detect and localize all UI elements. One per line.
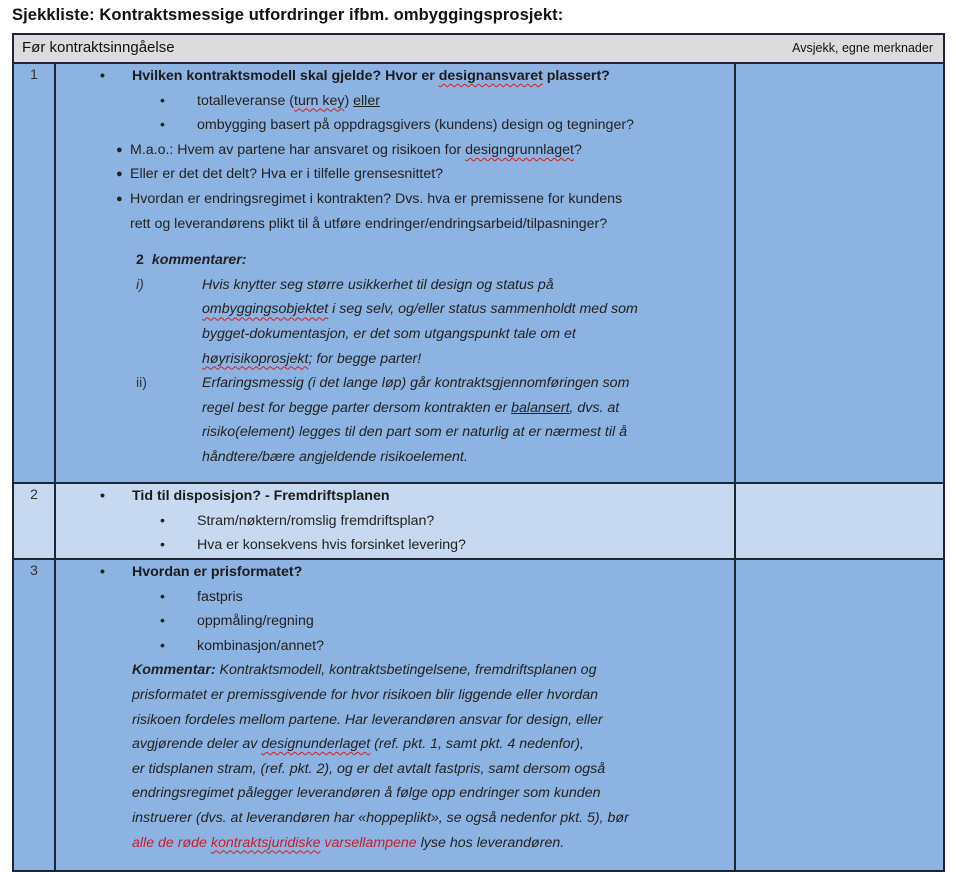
sub-item: • Hva er konsekvens hvis forsinket levering? <box>56 533 734 558</box>
comments-heading: 2 kommentarer: <box>136 252 247 269</box>
notes-column-header: Avsjekk, egne merknader <box>792 41 933 55</box>
bullet-dot-icon: • <box>160 637 165 654</box>
point: ● Hvordan er endringsregimet i kontrakten? Dvs. hva er premissene for kundens <box>56 187 734 212</box>
comment-line: endringsregimet pålegger leverandøren å følge opp endringer som kunden <box>132 785 601 802</box>
question: • Tid til disposisjon? - Fremdriftsplanen <box>56 484 734 509</box>
point-continuation: rett og leverandørens plikt til å utføre endringer/endringsarbeid/tilpasninger? <box>130 215 608 232</box>
comment-i-line: ombyggingsobjektet i seg selv, og/eller status sammenholdt med som <box>202 301 638 318</box>
bullet-dot-icon: ● <box>116 192 123 205</box>
sub-item: • Stram/nøktern/romslig fremdriftsplan? <box>56 509 734 534</box>
bullet-dot-icon: • <box>100 488 105 504</box>
bullet-dot-icon: • <box>160 588 165 605</box>
comment-line: instruerer (dvs. at leverandøren har «hoppeplikt», se også nedenfor pkt. 5), bør <box>132 809 629 826</box>
bullet-dot-icon: • <box>160 537 165 554</box>
table-row-3 <box>14 560 943 870</box>
bullet-dot-icon: • <box>160 512 165 529</box>
comment-line-warning: alle de røde kontraktsjuridiske varsellampene lyse hos leverandøren. <box>132 834 565 851</box>
comment-line: avgjørende deler av designunderlaget (ref. pkt. 1, samt pkt. 4 nedenfor), <box>132 736 584 753</box>
bullet-dot-icon: • <box>160 117 165 134</box>
comment-line: risikoen fordeles mellom partene. Har leverandøren ansvar for design, eller <box>132 711 603 728</box>
row-number-cell <box>14 64 56 482</box>
sub-item: • oppmåling/regning <box>56 609 734 634</box>
comment-line: prisformatet er premissgivende for hvor risikoen blir liggende eller hvordan <box>132 686 599 703</box>
comment-i-line: bygget-dokumentasjon, er det som utgangspunkt tale om et <box>202 325 576 342</box>
bullet-dot-icon: • <box>100 564 105 580</box>
notes-cell[interactable] <box>736 484 943 558</box>
comment: Kommentar: Kontraktsmodell, kontraktsbetingelsene, fremdriftsplanen og <box>132 662 597 679</box>
bullet-dot-icon: • <box>160 92 165 109</box>
comment-i: i) Hvis knytter seg større usikkerhet til design og status på <box>136 276 554 293</box>
bullet-dot-icon: ● <box>116 143 123 156</box>
comment-ii-line: regel best for begge parter dersom kontrakten er balansert, dvs. at <box>202 399 620 416</box>
comment-line: er tidsplanen stram, (ref. pkt. 2), og er det avtalt fastpris, samt dersom også <box>132 760 606 777</box>
bullet-dot-icon: ● <box>116 168 123 181</box>
point: ● Eller er det det delt? Hva er i tilfelle grensesnittet? <box>56 162 734 187</box>
row-number-cell <box>14 560 56 870</box>
bullet-dot-icon: • <box>160 613 165 630</box>
table-row-1 <box>14 64 943 484</box>
comment-ii: ii) Erfaringsmessig (i det lange løp) går kontraktsgjennomføringen som <box>136 375 630 392</box>
point: ● M.a.o.: Hvem av partene har ansvaret og risikoen for designgrunnlaget? <box>56 138 734 163</box>
question: • Hvordan er prisformatet? <box>56 560 734 585</box>
row-content-cell <box>56 560 736 870</box>
row-number-cell <box>14 484 56 558</box>
table-row-2 <box>14 484 943 560</box>
checklist-table <box>12 33 945 872</box>
notes-cell[interactable] <box>736 64 943 482</box>
comment-ii-line: risiko(element) legges til den part som er naturlig at er nærmest til å <box>202 424 628 441</box>
section-header: Før kontraktsinngåelse <box>22 39 175 56</box>
sub-item: • kombinasjon/annet? <box>56 634 734 659</box>
row-number: 2 <box>30 486 38 502</box>
document-title: Sjekkliste: Kontraktsmessige utfordringer ifbm. ombyggingsprosjekt: <box>12 6 564 24</box>
comment-i-line: høyrisikoprosjekt; for begge parter! <box>202 350 422 367</box>
row-content-cell <box>56 64 736 482</box>
comment-ii-line: håndtere/bære angjeldende risikoelement. <box>202 448 468 465</box>
sub-item: • fastpris <box>56 585 734 610</box>
sub-item: • ombygging basert på oppdragsgivers (kundens) design og tegninger? <box>56 113 734 138</box>
sub-item: • totalleveranse (turn key) eller <box>56 89 734 114</box>
row-number: 3 <box>30 562 38 578</box>
question: • Hvilken kontraktsmodell skal gjelde? Hvor er designansvaret plassert? <box>56 64 734 89</box>
row-content-cell <box>56 484 736 558</box>
bullet-dot-icon: • <box>100 68 105 84</box>
table-header <box>14 35 943 64</box>
notes-cell[interactable] <box>736 560 943 870</box>
row-number: 1 <box>30 66 38 82</box>
